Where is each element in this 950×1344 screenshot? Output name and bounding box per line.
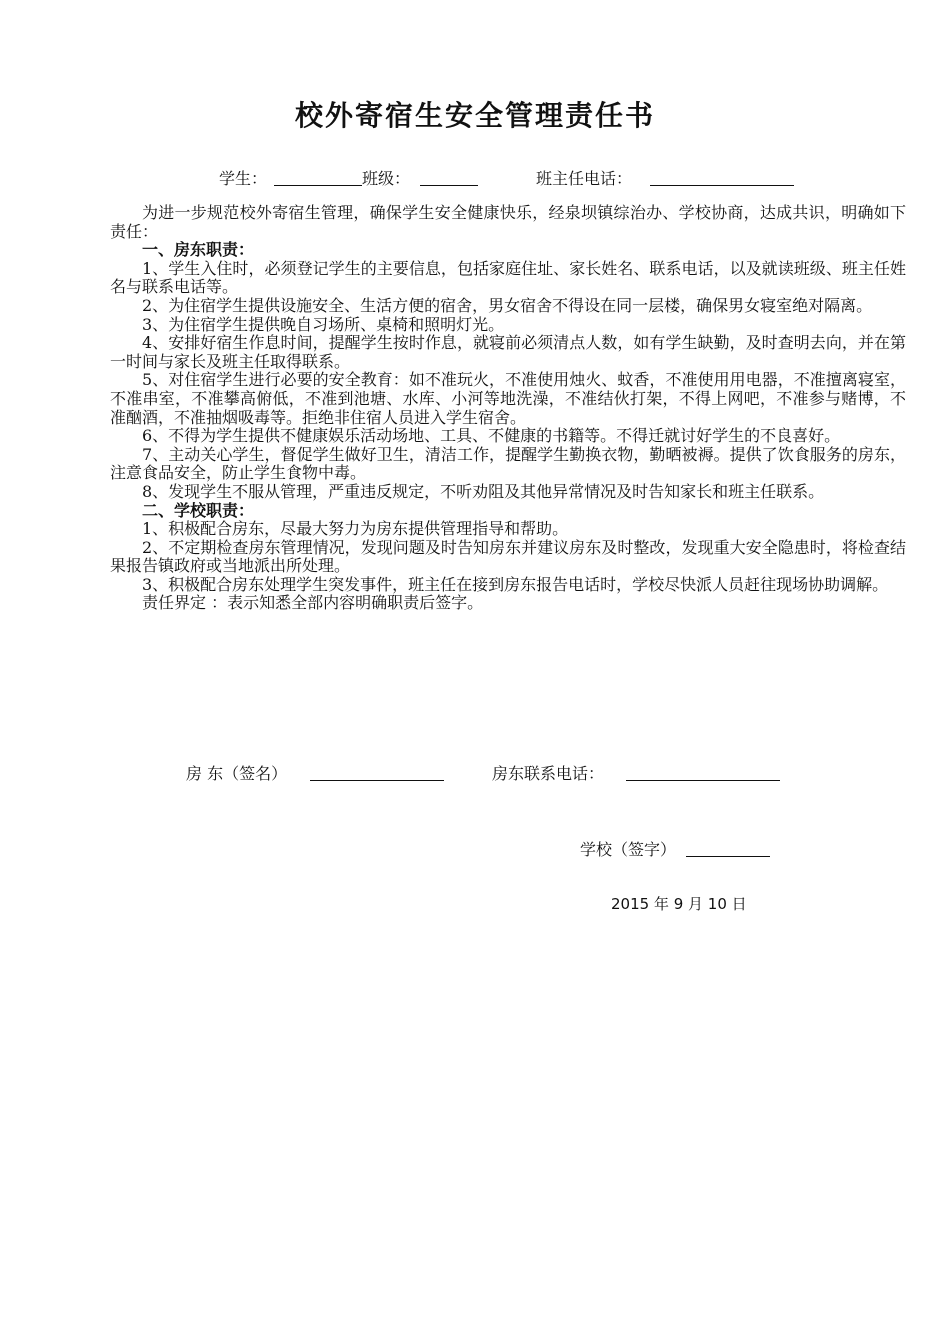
- teacher-phone-blank[interactable]: [650, 185, 794, 186]
- student-info-line: [0, 166, 950, 190]
- document-body: [110, 204, 906, 613]
- landlord-duty-5: 5、对住宿学生进行必要的安全教育：如不准玩火，不准使用烛火、蚊香，不准使用用电器，不准擅离寝室，不准串室，不准攀高俯低，不准到池塘、水库、小河等地洗澡，不准结伙打架，不得上网吧，不准参与赌博，不准酗酒，不准抽烟吸毒等。拒绝非住宿人员进入学生宿舍。: [110, 370, 906, 427]
- school-sign-blank[interactable]: [686, 856, 770, 857]
- landlord-sign-blank[interactable]: [310, 780, 444, 781]
- section-heading-landlord: 一、房东职责：: [142, 240, 255, 260]
- landlord-duty-3: 3、为住宿学生提供晚自习场所、桌椅和照明灯光。: [142, 314, 505, 334]
- intro-paragraph: 为进一步规范校外寄宿生管理，确保学生安全健康快乐，经泉坝镇综治办、学校协商，达成共识，明确如下责任：: [110, 203, 906, 241]
- landlord-phone-label: 房东联系电话：: [492, 764, 605, 783]
- student-name-blank[interactable]: [274, 185, 362, 186]
- section-heading-school: 二、学校职责：: [142, 500, 255, 520]
- school-duty-1: 1、积极配合房东，尽最大努力为房东提供管理指导和帮助。: [142, 519, 569, 539]
- landlord-duty-6: 6、不得为学生提供不健康娱乐活动场地、工具、不健康的书籍等。不得迁就讨好学生的不良喜好。: [142, 426, 841, 446]
- class-blank[interactable]: [420, 185, 478, 186]
- school-sign-label: 学校（签字）: [580, 840, 677, 859]
- responsibility-statement: 责任界定 ：表示知悉全部内容明确职责后签字。: [142, 593, 484, 613]
- class-label: 班级：: [362, 169, 411, 188]
- teacher-phone-label: 班主任电话：: [536, 169, 633, 188]
- school-duty-2: 2、不定期检查房东管理情况，发现问题及时告知房东并建议房东及时整改，发现重大安全隐患时，将检查结果报告镇政府或当地派出所处理。: [110, 537, 906, 576]
- student-label: 学生：: [219, 169, 268, 188]
- landlord-duty-7: 7、主动关心学生，督促学生做好卫生，清洁工作，提醒学生勤换衣物，勤晒被褥。提供了饮食服务的房东，注意食品安全，防止学生食物中毒。: [110, 444, 906, 483]
- landlord-signature-row: [0, 761, 950, 785]
- landlord-duty-1: 1、学生入住时，必须登记学生的主要信息，包括家庭住址、家长姓名、联系电话，以及就读班级、班主任姓名与联系电话等。: [110, 258, 906, 297]
- landlord-phone-blank[interactable]: [626, 780, 780, 781]
- landlord-duty-2: 2、为住宿学生提供设施安全、生活方便的宿舍，男女宿舍不得设在同一层楼，确保男女寝室绝对隔离。: [142, 295, 873, 315]
- school-duty-3: 3、积极配合房东处理学生突发事件，班主任在接到房东报告电话时，学校尽快派人员赶往现场协助调解。: [142, 574, 889, 594]
- landlord-duty-4: 4、安排好宿生作息时间，提醒学生按时作息，就寝前必须清点人数，如有学生缺勤，及时查明去向，并在第一时间与家长及班主任取得联系。: [110, 333, 906, 371]
- landlord-sign-label: 房 东（签名）: [186, 764, 288, 783]
- document-title: 校外寄宿生安全管理责任书: [294, 99, 655, 132]
- school-signature-row: [0, 837, 950, 861]
- landlord-duty-8: 8、发现学生不服从管理，严重违反规定，不听劝阻及其他异常情况及时告知家长和班主任联系。: [142, 481, 825, 501]
- document-date: 2015 年 9 月 10 日: [611, 895, 747, 913]
